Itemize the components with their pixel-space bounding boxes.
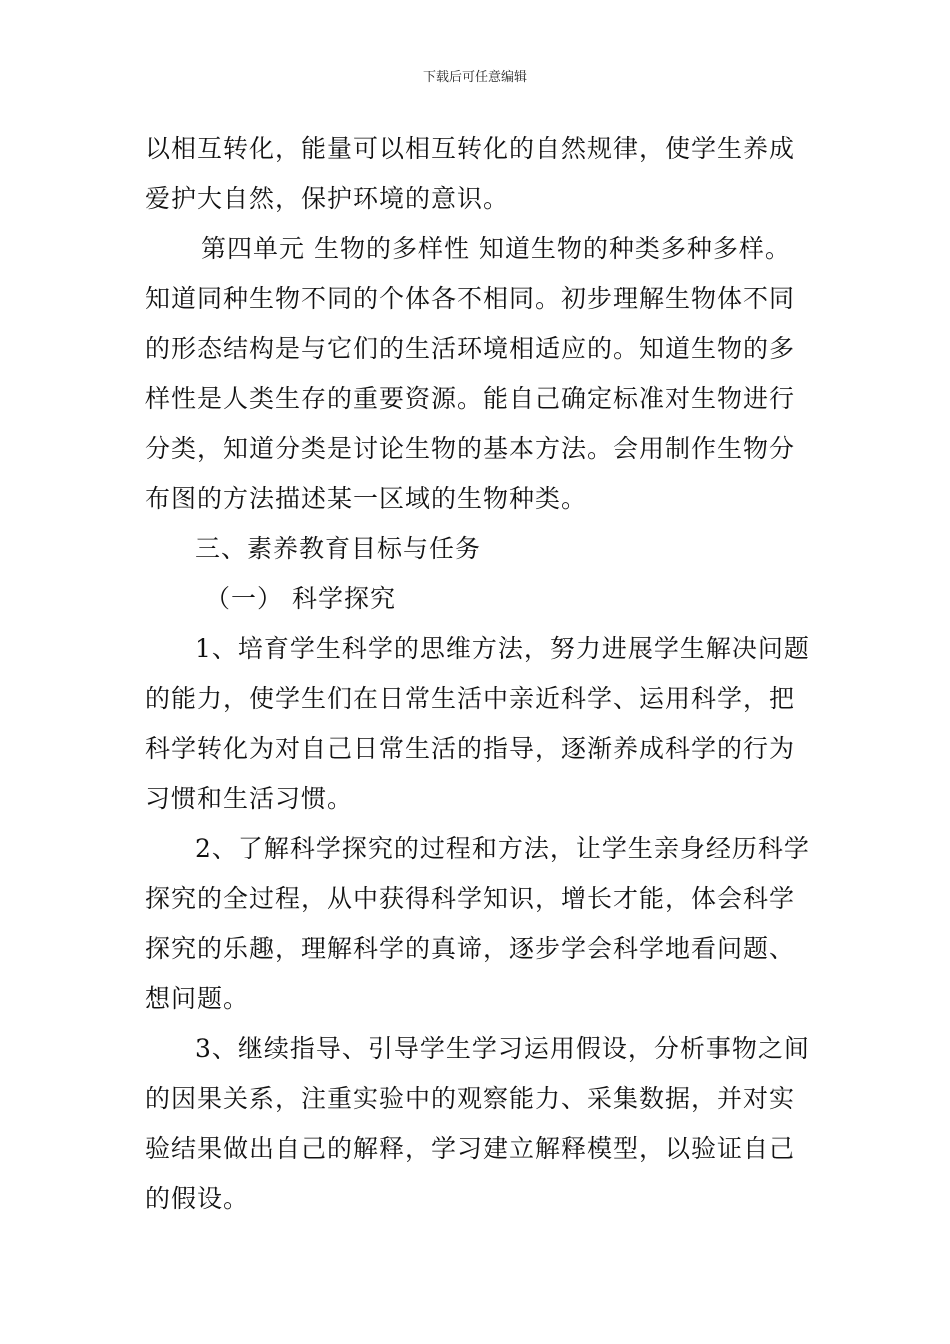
text-line: 想问题。: [145, 984, 250, 1013]
text-line: 样性是人类生存的重要资源。能自己确定标准对生物进行: [145, 384, 796, 413]
text-line: 习惯和生活习惯。: [145, 784, 354, 813]
text-line: 验结果做出自己的解释，学习建立解释模型，以验证自己: [145, 1134, 796, 1163]
text-line: 科学转化为对自己日常生活的指导，逐渐养成科学的行为: [145, 734, 796, 763]
text-line: 1、培育学生科学的思维方法，努力进展学生解决问题: [195, 634, 810, 663]
text-line: 2、了解科学探究的过程和方法，让学生亲身经历科学: [195, 834, 810, 863]
document-body: [145, 124, 810, 1224]
text-line: 探究的全过程，从中获得科学知识，增长才能，体会科学: [145, 884, 796, 913]
text-line: 的假设。: [145, 1184, 250, 1213]
text-line: 3、继续指导、引导学生学习运用假设，分析事物之间: [195, 1034, 810, 1063]
text-line: 的能力，使学生们在日常生活中亲近科学、运用科学，把: [145, 684, 796, 713]
section-heading: 三、素养教育目标与任务: [195, 534, 482, 563]
text-line: 的形态结构是与它们的生活环境相适应的。知道生物的多: [145, 334, 796, 363]
unit-heading-line: 第四单元 生物的多样性 知道生物的种类多种多样。: [201, 234, 791, 263]
text-line: 爱护大自然，保护环境的意识。: [145, 184, 510, 213]
text-line: 的因果关系，注重实验中的观察能力、采集数据，并对实: [145, 1084, 796, 1113]
text-line: 知道同种生物不同的个体各不相同。初步理解生物体不同: [145, 284, 796, 313]
text-line: 探究的乐趣，理解科学的真谛，逐步学会科学地看问题、: [145, 934, 796, 963]
text-line: 分类，知道分类是讨论生物的基本方法。会用制作生物分: [145, 434, 796, 463]
text-line: 布图的方法描述某一区域的生物种类。: [145, 484, 588, 513]
page-header: 下载后可任意编辑: [422, 70, 527, 85]
text-line: 以相互转化，能量可以相互转化的自然规律，使学生养成: [145, 134, 796, 163]
subsection-heading: （一） 科学探究: [205, 584, 396, 613]
